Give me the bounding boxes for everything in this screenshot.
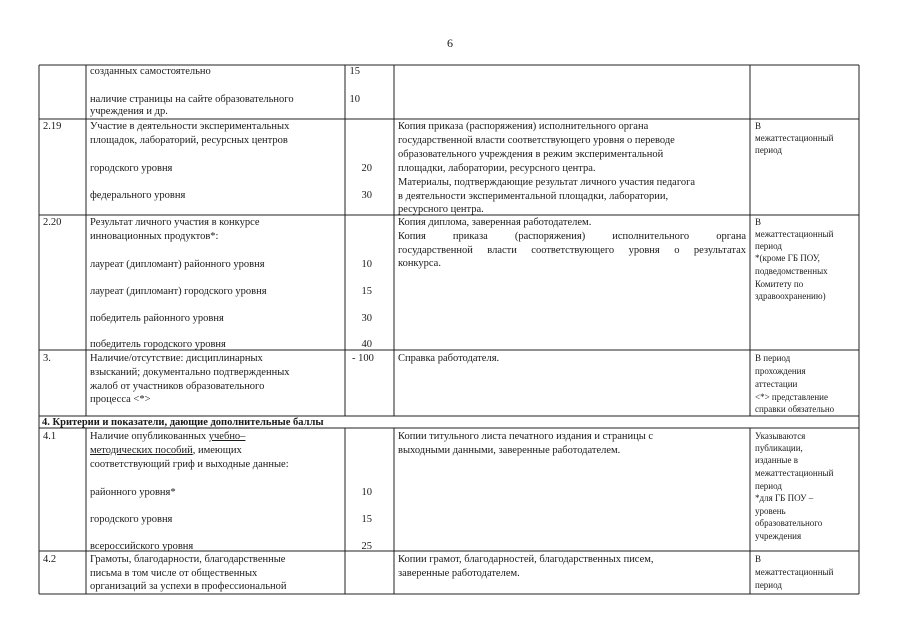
row-number: 2.20 bbox=[43, 217, 62, 228]
level-label: лауреат (дипломант) городского уровня bbox=[90, 286, 267, 297]
note-text: В период bbox=[755, 353, 791, 363]
criterion-text: жалоб от участников образовательного bbox=[90, 381, 265, 392]
criterion-text: Участие в деятельности экспериментальных bbox=[90, 121, 290, 132]
points-value: 10 bbox=[349, 94, 360, 105]
note-text: справки обязательно bbox=[755, 404, 835, 414]
criterion-text: площадок, лабораторий, ресурсных центров bbox=[90, 135, 288, 146]
points-value: 15 bbox=[349, 66, 360, 77]
note-text: межаттестационный bbox=[755, 567, 834, 577]
points-value: 40 bbox=[361, 339, 372, 350]
note-text: В bbox=[755, 121, 762, 131]
level-label: победитель городского уровня bbox=[90, 339, 226, 350]
document-text: государственной власти соответствующего уровня о переводе bbox=[398, 135, 675, 146]
level-label: федерального уровня bbox=[90, 190, 186, 201]
document-text: Копия диплома, заверенная работодателем. bbox=[398, 217, 592, 228]
criterion-text: Грамоты, благодарности, благодарственные bbox=[90, 554, 286, 565]
level-label: всероссийского уровня bbox=[90, 541, 194, 552]
points-value: 15 bbox=[361, 286, 372, 297]
document-text: Копии титульного листа печатного издания и страницы с bbox=[398, 431, 654, 442]
points-value: - 100 bbox=[352, 353, 374, 364]
note-text: Указываются bbox=[755, 431, 806, 441]
criterion-text: наличие страницы на сайте образовательного bbox=[90, 94, 294, 105]
criterion-underlined: методических пособий bbox=[90, 445, 193, 456]
document-text: Копия приказа (распоряжения) исполнительного органа bbox=[398, 121, 649, 132]
note-text: межаттестационный bbox=[755, 468, 834, 478]
criterion-text: организаций за успехи в профессиональной bbox=[90, 581, 287, 592]
points-value: 10 bbox=[361, 487, 372, 498]
note-text: В bbox=[755, 554, 762, 564]
note-text: *(кроме ГБ ПОУ, bbox=[755, 253, 820, 263]
points-value: 10 bbox=[361, 259, 372, 270]
document-text: выходными данными, заверенные работодателем. bbox=[398, 445, 621, 456]
document-text: образовательного учреждения в режим экспериментальной bbox=[398, 149, 664, 160]
note-text: публикации, bbox=[755, 443, 803, 453]
criterion-text: созданных самостоятельно bbox=[90, 66, 211, 77]
level-label: городского уровня bbox=[90, 514, 173, 525]
level-label: лауреат (дипломант) районного уровня bbox=[90, 259, 265, 270]
points-value: 15 bbox=[361, 514, 372, 525]
criterion-text bbox=[90, 444, 242, 457]
note-text: аттестации bbox=[755, 379, 798, 389]
note-text: <*> представление bbox=[755, 392, 828, 402]
criterion-text: процесса <*> bbox=[90, 394, 151, 405]
criterion-text: соответствующий гриф и выходные данные: bbox=[90, 459, 289, 470]
document-text: Копии грамот, благодарностей, благодарственных писем, bbox=[398, 554, 654, 565]
note-text: В bbox=[755, 217, 762, 227]
note-text: *для ГБ ПОУ – bbox=[755, 493, 814, 503]
note-text: межаттестационный bbox=[755, 133, 834, 143]
document-text: Копия приказа (распоряжения) исполнительного органа bbox=[398, 231, 746, 242]
points-value: 30 bbox=[361, 190, 372, 201]
note-text: здравоохранению) bbox=[755, 291, 826, 301]
criterion-text: инновационных продуктов*: bbox=[90, 231, 219, 242]
document-text: Материалы, подтверждающие результат личного участия педагога bbox=[398, 177, 696, 188]
section-header: 4. Критерии и показатели, дающие дополнительные баллы bbox=[42, 417, 324, 428]
level-label: городского уровня bbox=[90, 163, 173, 174]
criterion-text: Наличие/отсутствие: дисциплинарных bbox=[90, 353, 263, 364]
document-text: ресурсного центра. bbox=[398, 204, 484, 215]
document-text: в деятельности экспериментальной площадки, лаборатории, bbox=[398, 191, 669, 202]
note-text: прохождения bbox=[755, 366, 806, 376]
row-number: 3. bbox=[43, 353, 51, 364]
note-text: подведомственных bbox=[755, 266, 828, 276]
note-text: изданные в bbox=[755, 455, 798, 465]
level-label: районного уровня* bbox=[90, 487, 176, 498]
criterion-text: письма в том числе от общественных bbox=[90, 568, 258, 579]
criterion-text: взысканий; документально подтвержденных bbox=[90, 367, 290, 378]
document-text: площадки, лаборатории, ресурсного центра. bbox=[398, 163, 596, 174]
points-value: 30 bbox=[361, 313, 372, 324]
document-text: Справка работодателя. bbox=[398, 353, 500, 364]
criterion-part: , имеющих bbox=[192, 445, 242, 456]
points-value: 25 bbox=[361, 541, 372, 552]
points-value: 20 bbox=[361, 163, 372, 174]
document-text: конкурса. bbox=[398, 258, 441, 269]
note-text: образовательного bbox=[755, 518, 823, 528]
row-number: 4.1 bbox=[43, 431, 57, 442]
note-text: учреждения bbox=[755, 531, 802, 541]
criterion-text bbox=[90, 430, 245, 443]
criterion-text: учреждения и др. bbox=[90, 106, 168, 117]
row-number: 4.2 bbox=[43, 554, 57, 565]
criterion-underlined: учебно– bbox=[208, 431, 246, 442]
note-text: уровень bbox=[755, 506, 786, 516]
document-text: государственной власти соответствующего уровня о результатах bbox=[398, 245, 746, 256]
note-text: межаттестационный bbox=[755, 229, 834, 239]
page-number: 6 bbox=[447, 36, 453, 50]
note-text: период bbox=[755, 145, 782, 155]
note-text: период bbox=[755, 580, 782, 590]
criterion-part: Наличие опубликованных bbox=[90, 431, 209, 442]
note-text: период bbox=[755, 241, 782, 251]
note-text: Комитету по bbox=[755, 279, 804, 289]
row-number: 2.19 bbox=[43, 121, 62, 132]
criterion-text: Результат личного участия в конкурсе bbox=[90, 217, 260, 228]
level-label: победитель районного уровня bbox=[90, 313, 224, 324]
note-text: период bbox=[755, 481, 782, 491]
document-text: заверенные работодателем. bbox=[398, 568, 520, 579]
